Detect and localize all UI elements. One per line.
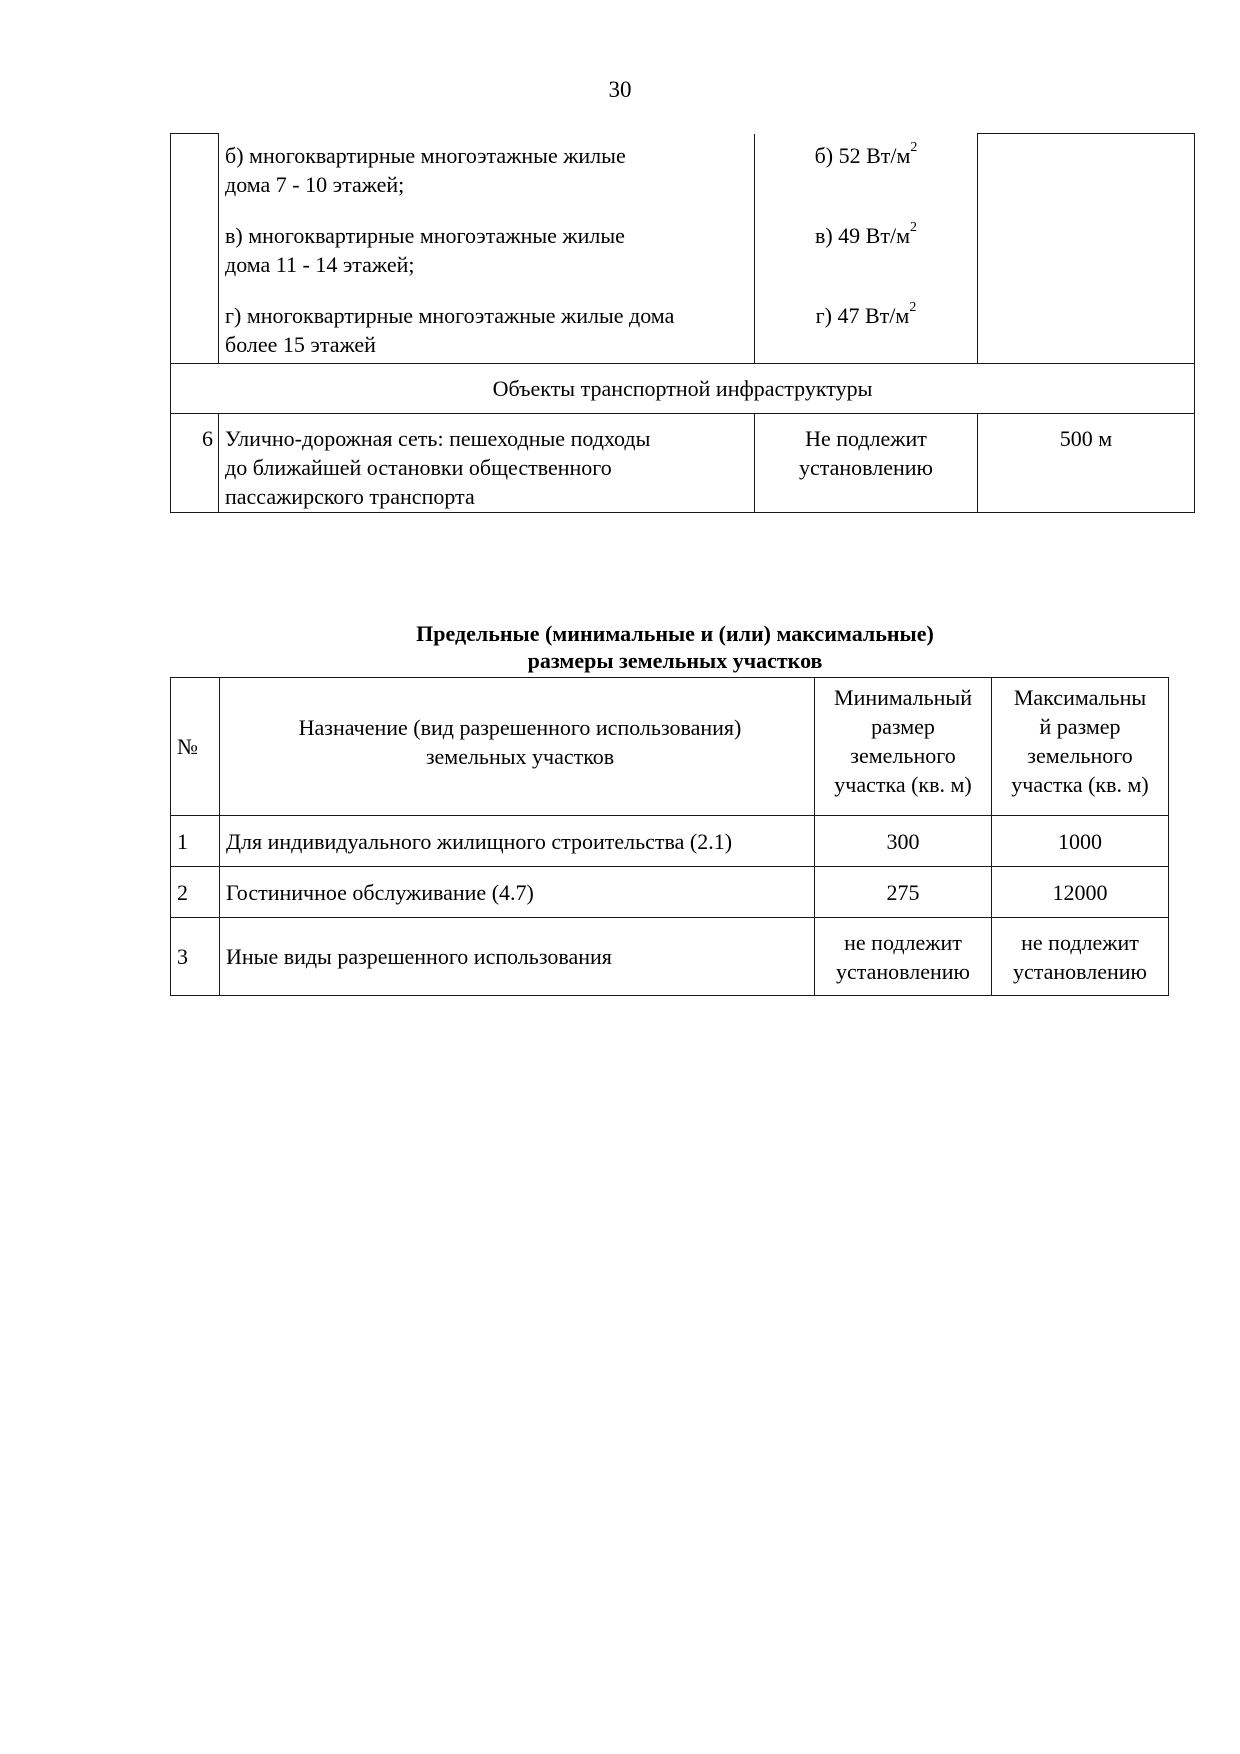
- cell-limit: [978, 134, 1195, 364]
- cell-max-size: 12000: [992, 867, 1169, 918]
- cell-number: [171, 134, 219, 364]
- sub-item-g: г) многоквартирные многоэтажные жилые дома более 15 этажей: [225, 302, 675, 357]
- cell-max-size: не подлежит установлению: [992, 918, 1169, 996]
- sub-item-b: б) многоквартирные многоэтажные жилые дома 7 - 10 этажей;: [225, 142, 626, 197]
- cell-number: 6: [171, 413, 219, 512]
- cell-purpose: [219, 134, 755, 364]
- cell-min-size: 300: [815, 816, 992, 867]
- cell-min-size: 275: [815, 867, 992, 918]
- cell-max-size: 1000: [992, 816, 1169, 867]
- table-row: [171, 816, 1169, 867]
- cell-min-size: не подлежит установлению: [815, 918, 992, 996]
- value-b: б) 52 $Вт/м^2$: [814, 140, 918, 168]
- section-heading-land-plot-sizes: Предельные (минимальные и (или) максимальные) размеры земельных участков: [416, 621, 934, 673]
- cell-number: 1: [171, 816, 220, 867]
- cell-purpose: Для индивидуального жилищного строительства (2.1): [220, 816, 815, 867]
- cell-purpose: Улично-дорожная сеть: пешеходные подходы до ближайшей остановки общественного пассажирского транспорта: [219, 413, 755, 512]
- value-g: г) 47 $Вт/м^2$: [815, 300, 917, 328]
- cell-limit: 500 м: [978, 413, 1195, 512]
- value-v: в) 49 $Вт/м^2$: [814, 220, 918, 248]
- section-title-transport: Объекты транспортной инфраструктуры: [171, 363, 1195, 413]
- norms-table-continuation: [170, 133, 1195, 513]
- cell-purpose: Иные виды разрешенного использования: [220, 918, 815, 996]
- sub-item-v: в) многоквартирные многоэтажные жилые дома 11 - 14 этажей;: [225, 222, 625, 277]
- table-row-6: [171, 413, 1195, 512]
- table-row-residential-continued: [171, 134, 1195, 364]
- cell-value: Не подлежит установлению: [755, 413, 978, 512]
- page-number: 30: [608, 77, 632, 102]
- header-min-size: Минимальный размер земельного участка (кв. м): [815, 678, 992, 816]
- land-plot-sizes-table: [170, 677, 1169, 996]
- cell-purpose: Гостиничное обслуживание (4.7): [220, 867, 815, 918]
- table-row: [171, 918, 1169, 996]
- header-purpose: Назначение (вид разрешенного использования) земельных участков: [220, 678, 815, 816]
- header-number: №: [171, 678, 220, 816]
- table-header-row: [171, 678, 1169, 816]
- cell-value: [755, 134, 978, 364]
- table-section-row: [171, 363, 1195, 413]
- cell-number: 3: [171, 918, 220, 996]
- cell-number: 2: [171, 867, 220, 918]
- table-row: [171, 867, 1169, 918]
- header-max-size: Максимальны й размер земельного участка (кв. м): [992, 678, 1169, 816]
